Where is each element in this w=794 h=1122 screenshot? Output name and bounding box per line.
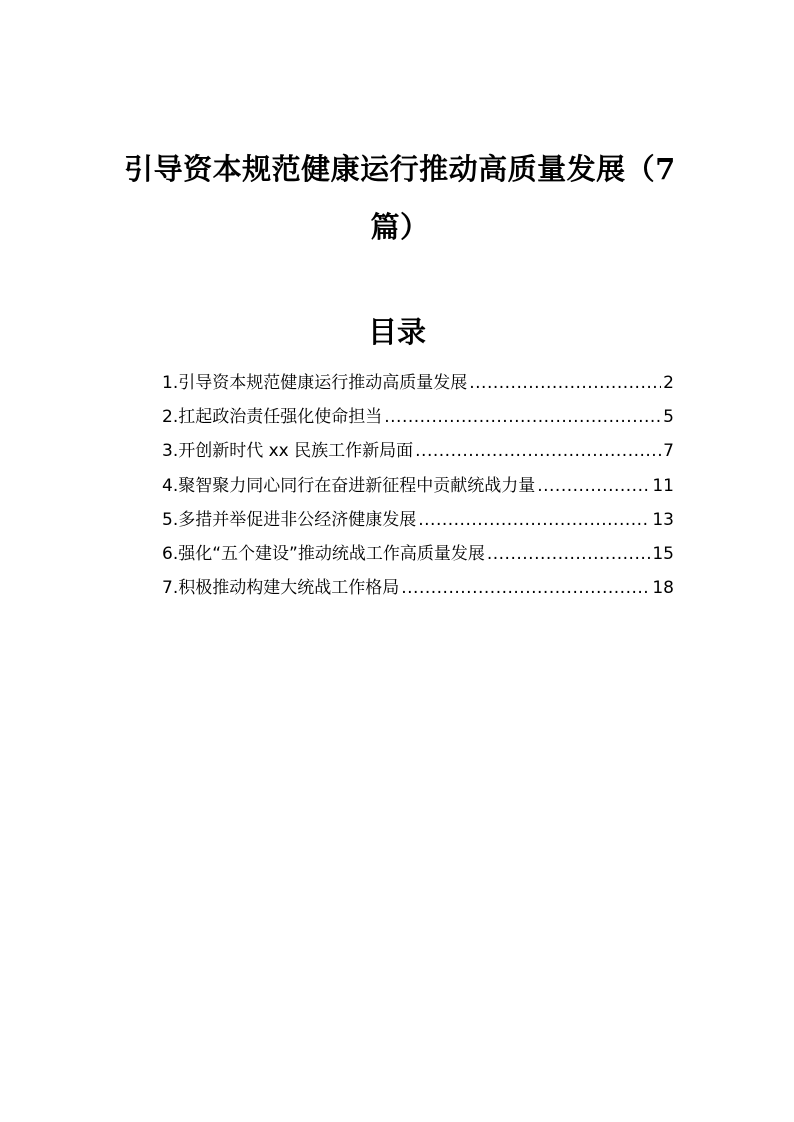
document-title: 引导资本规范健康运行推动高质量发展（7篇） [124,152,676,244]
toc-page-number: 2 [663,373,674,393]
toc-page-number: 13 [652,509,674,530]
toc-entry[interactable] [162,573,674,607]
toc-dot-leader [401,578,650,598]
toc-entry-label: 4.聚智聚力同心同行在奋进新征程中贡献统战力量 [162,475,536,496]
toc-dot-leader [384,407,661,427]
toc-entry-label: 2.扛起政治责任强化使命担当 [162,407,383,428]
toc-page-number: 7 [663,441,674,462]
toc-entry-label: 7.积极推动构建大统战工作格局 [162,578,400,599]
toc-page-number: 11 [652,475,674,496]
toc-heading: 目录 [367,315,426,349]
table-of-contents [162,368,674,607]
toc-entry[interactable] [162,402,674,436]
toc-dot-leader [469,373,661,393]
toc-entry[interactable] [162,505,674,539]
toc-page-number: 5 [663,407,674,428]
toc-dot-leader [415,441,661,461]
toc-dot-leader [537,476,650,496]
toc-entry[interactable] [162,471,674,505]
toc-entry[interactable] [162,368,674,402]
toc-dot-leader [418,510,650,530]
toc-entry[interactable] [162,539,674,573]
toc-page-number: 18 [652,578,674,599]
toc-dot-leader [487,544,651,564]
toc-entry-label: 3.开创新时代 xx 民族工作新局面 [162,441,414,462]
toc-entry-label: 5.多措并举促进非公经济健康发展 [162,509,417,530]
toc-entry[interactable] [162,436,674,470]
toc-entry-label: 6.强化“五个建设”推动统战工作高质量发展 [162,543,485,564]
toc-page-number: 15 [652,543,674,564]
toc-entry-label: 1.引导资本规范健康运行推动高质量发展 [162,373,468,393]
